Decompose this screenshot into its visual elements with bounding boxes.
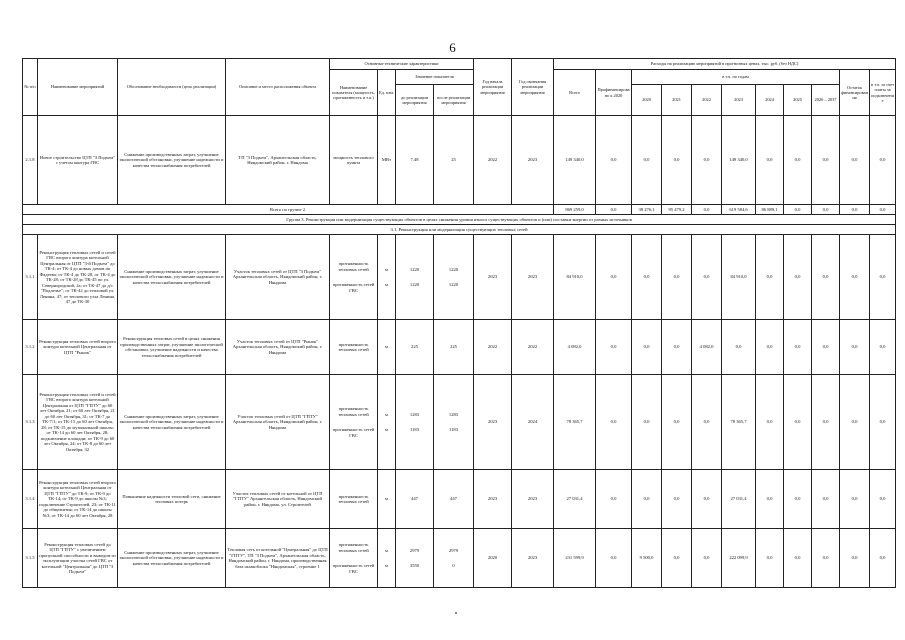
header-end-year: Год окончания реализации мероприятия (512, 59, 554, 116)
row-name: Реконструкция тепловых сетей до ЦТП "ГПТУ" с увеличением пропускной способности и выводом из эксплуатации участка сетей ГВС от котельной "Центральная" до ЦТП "3 Подъем" (38, 529, 118, 588)
total-row (23, 205, 896, 215)
total-y2024: 86 889,1 (756, 205, 784, 215)
header-values: Значение показателя (396, 70, 474, 85)
table-row (23, 470, 896, 529)
row-after: 25 (434, 116, 474, 205)
total-label: Всего по группе 2. (23, 205, 554, 215)
row-name: Новое строительство ЦТП "3 Подъем" с учетом контура ГВС (38, 116, 118, 205)
row-y2021: 0,0 (662, 116, 692, 205)
header-year-2021: 2021 (662, 85, 692, 116)
row-y2023: 0,0 (722, 320, 756, 375)
row-num: 2.1.8 (23, 116, 38, 205)
after-line: 1183 (448, 427, 459, 432)
group-heading-row (23, 215, 896, 225)
row-before: 7,48 (396, 116, 434, 205)
row-location: Участок тепловых сетей от ЦТП "3 Подъем" Архангельская область, Няндомский район, г. Няндома (226, 235, 330, 320)
row-y2025: 0,0 (784, 116, 812, 205)
header-incl: в т.ч. за счет платы за подключение (870, 70, 896, 116)
row-indicator (330, 375, 378, 470)
row-start: 2023 (474, 235, 512, 320)
row-y2025: 0,0 (784, 320, 812, 375)
row-after (434, 529, 474, 588)
row-y2022: 0,0 (692, 375, 722, 470)
row-y2020: 0,0 (632, 320, 662, 375)
row-y2025: 0,0 (784, 470, 812, 529)
row-num: 3.1.4 (23, 470, 38, 529)
header-start-year: Год начала реализации мероприятия (474, 59, 512, 116)
total-y2022: 0,0 (692, 205, 722, 215)
before-line: 1283 (409, 411, 420, 417)
row-start: 2022 (474, 320, 512, 375)
row-after (434, 235, 474, 320)
row-unit: м (378, 320, 396, 375)
total-y2025: 0,0 (784, 205, 812, 215)
row-justification: Снижение производственных затрат, улучшение экологической обстановки, улучшение надежности и качества теплоснабжения потребителей (118, 235, 226, 320)
row-remaining: 0,0 (840, 235, 870, 320)
subgroup31-heading: 3.1. Реконструкция или модернизация существующих тепловых сетей (23, 225, 896, 235)
after-line: 0 (452, 563, 455, 568)
row-num: 3.1.5 (23, 529, 38, 588)
indicator-line: протяженность тепловых сетей (338, 406, 369, 417)
header-indicator: Наименование показателя (мощность, протяженность и т.п.) (330, 70, 378, 116)
total-y2023: 619 584,6 (722, 205, 756, 215)
indicator-line: протяженность сетей ГВС (332, 427, 375, 438)
row-location: Участок тепловых сетей от ЦТП "Рынок" Архангельская область, Няндомский район, г. Няндома (226, 320, 330, 375)
row-y2020: 0,0 (632, 116, 662, 205)
row-incl: 0,0 (870, 235, 896, 320)
group3-heading: Группа 3. Реконструкция или модернизация существующих объектов в целях снижения уровня износа существующих объектов и (или) поставки энергии от разных источников (23, 215, 896, 225)
unit-line: м (385, 563, 388, 568)
row-y2026: 0,0 (812, 470, 840, 529)
row-y2020: 9 500,0 (632, 529, 662, 588)
before-line: 2979 (409, 547, 420, 553)
row-name: Реконструкция тепловых сетей второго контура котельной Центральная от ЦТП "Рынок" (38, 320, 118, 375)
row-start: 2020 (474, 529, 512, 588)
header-total: Всего (554, 70, 596, 116)
row-justification: Повышение надежности тепловой сети, снижение тепловых потерь (118, 470, 226, 529)
row-y2024: 0,0 (756, 320, 784, 375)
header-remaining: Остаток финансирования (840, 70, 870, 116)
row-unit (378, 529, 396, 588)
table-row (23, 320, 896, 375)
row-after: 447 (434, 470, 474, 529)
row-unit: м (378, 470, 396, 529)
indicator-line: протяженность тепловых сетей (338, 542, 369, 553)
row-financed: 0,0 (596, 320, 632, 375)
row-total: 78 365,7 (554, 375, 596, 470)
after-line: 1220 (448, 266, 459, 272)
row-y2023: 222 099,9 (722, 529, 756, 588)
header-location: Описание и место расположения объекта (226, 59, 330, 116)
indicator-line: протяженность сетей ГВС (332, 563, 375, 574)
row-indicator (330, 235, 378, 320)
row-unit (378, 235, 396, 320)
table-row (23, 375, 896, 470)
row-location: ТП "3 Подъем", Архангельская область, Няндомский район, г. Няндома (226, 116, 330, 205)
row-y2023: 84 910,0 (722, 235, 756, 320)
unit-line: м (385, 266, 388, 272)
total-financed: 0,0 (596, 205, 632, 215)
row-y2024: 0,0 (756, 235, 784, 320)
total-y2021: 95 479,2 (662, 205, 692, 215)
header-by-year: в т.ч. по годам (632, 70, 840, 85)
table-row (23, 529, 896, 588)
row-before: 225 (396, 320, 434, 375)
row-y2025: 0,0 (784, 529, 812, 588)
row-financed: 0,0 (596, 529, 632, 588)
header-justification: Обоснование необходимости (цель реализации) (118, 59, 226, 116)
header-year-2022: 2022 (692, 85, 722, 116)
row-y2026: 0,0 (812, 116, 840, 205)
row-indicator: протяженность тепловых сетей (330, 470, 378, 529)
row-justification: Снижение производственных затрат, улучшение экологической обстановки, улучшение надежности и качества теплоснабжения потребителей (118, 116, 226, 205)
row-financed: 0,0 (596, 375, 632, 470)
row-name: Реконструкция тепловых сетей и сетей ГВС второго контура котельной Центральная от ЦТП "3-й Подъем" до ТК-4; от ТК-4 до новых домов по Фадеева; от ТК-4 до ТК-28, от ТК-4 до ТК-28; от ТК-28 до ТК-45 по ул. Севернородской, 2а; от ТК-47 до д/с "Подлечье"; от ТК-42 до тепловой ул. Ленина, 47; от теплового узла Ленина, 47 до ТК-30 (38, 235, 118, 320)
row-before: 447 (396, 470, 434, 529)
row-justification: Снижение производственных затрат, улучшение экологической обстановки, улучшение надежности и качества теплоснабжения потребителей (118, 529, 226, 588)
row-y2024: 0,0 (756, 116, 784, 205)
total-y2020: 38 276,1 (632, 205, 662, 215)
row-y2026: 0,0 (812, 320, 840, 375)
row-incl: 0,0 (870, 375, 896, 470)
before-line: 3550 (409, 563, 420, 568)
after-line: 2979 (448, 547, 459, 553)
header-tech: Основные технические характеристики (330, 59, 474, 70)
row-total: 84 910,0 (554, 235, 596, 320)
row-y2026: 0,0 (812, 235, 840, 320)
row-start: 2022 (474, 116, 512, 205)
row-before (396, 235, 434, 320)
table-row (23, 235, 896, 320)
row-y2022: 0,0 (692, 529, 722, 588)
before-line: 1183 (409, 427, 420, 432)
unit-line: м (385, 547, 388, 553)
row-end: 2023 (512, 235, 554, 320)
table-row (23, 116, 896, 205)
row-num: 3.1.2 (23, 320, 38, 375)
row-remaining: 0,0 (840, 529, 870, 588)
row-indicator (330, 529, 378, 588)
indicator-line: протяженность сетей ГВС (332, 282, 375, 293)
page-number: 6 (449, 40, 456, 55)
row-indicator: мощность теплового пункта (330, 116, 378, 205)
header-year-2020: 2020 (632, 85, 662, 116)
row-indicator: протяженность тепловых сетей (330, 320, 378, 375)
subgroup-heading-row (23, 225, 896, 235)
row-y2023: 149 340,0 (722, 116, 756, 205)
row-y2025: 0,0 (784, 375, 812, 470)
row-unit: МВт (378, 116, 396, 205)
row-justification: Реконструкция тепловых сетей в целях снижения производственных затрат, улучшение экологической обстановки, улучшение надежности и качества теплоснабжения потребителей (118, 320, 226, 375)
scan-speck (455, 612, 457, 614)
row-num: 3.1.1 (23, 235, 38, 320)
row-num: 3.1.3 (23, 375, 38, 470)
unit-line: м (385, 427, 388, 432)
row-y2023: 27 031,4 (722, 470, 756, 529)
unit-line: м (385, 282, 388, 287)
header-year-2023: 2023 (722, 85, 756, 116)
row-y2020: 0,0 (632, 235, 662, 320)
total-remaining: 0,0 (840, 205, 870, 215)
header-year-2025: 2025 (784, 85, 812, 116)
header-unit: Ед. изм. (378, 70, 396, 116)
row-incl: 0,0 (870, 320, 896, 375)
header-num: № п/п (23, 59, 38, 116)
header-before: до реализации мероприятия (396, 85, 434, 116)
row-remaining: 0,0 (840, 375, 870, 470)
row-y2022: 0,0 (692, 116, 722, 205)
header-year-2026-2037: 2026 – 2037 (812, 85, 840, 116)
row-before (396, 375, 434, 470)
row-total: 231 599,9 (554, 529, 596, 588)
row-y2024: 0,0 (756, 375, 784, 470)
row-y2025: 0,0 (784, 235, 812, 320)
row-y2026: 0,0 (812, 529, 840, 588)
row-incl: 0,0 (870, 529, 896, 588)
row-end: 2023 (512, 529, 554, 588)
row-after: 225 (434, 320, 474, 375)
row-y2020: 0,0 (632, 375, 662, 470)
header-costs: Расходы на реализацию мероприятий в прогнозных ценах, тыс. руб. (без НДС) (554, 59, 896, 70)
row-justification: Снижение производственных затрат, улучшение экологической обстановки, улучшение надежности и качества теплоснабжения потребителей (118, 375, 226, 470)
row-financed: 0,0 (596, 116, 632, 205)
header-financed: Профинансировано к 2020 (596, 70, 632, 116)
row-y2020: 0,0 (632, 470, 662, 529)
row-y2021: 0,0 (662, 375, 692, 470)
row-start: 2023 (474, 375, 512, 470)
total-incl: 0,0 (870, 205, 896, 215)
row-location: Участок тепловых сетей от котельной от ЦТП "ГПТУ" Архангельская область, Няндомский район, г. Няндома, ул. Строителей (226, 470, 330, 529)
row-total: 4 082,0 (554, 320, 596, 375)
row-end: 2022 (512, 320, 554, 375)
row-y2026: 0,0 (812, 375, 840, 470)
row-name: Реконструкция тепловых сетей и сетей ГВС второго контура котельной Центральная от ЦТП "ГПТУ" до 60 лет Октября, 21; от 60 лет Октября, 21 до 60 лет Октября, 31; от ТК-7 до ТК-7/1; от ТК-15 до 60 лет Октября, 28; от ТК-15 до музыкальной школы; от ТК-14 до 60 лет Октября, 28; подключение площади; от ТК-9 до 60 лет Октября, 24; от ТК-8 до 60 лет Октября, 32 (38, 375, 118, 470)
row-y2021: 0,0 (662, 235, 692, 320)
row-y2021: 0,0 (662, 529, 692, 588)
row-end: 2024 (512, 375, 554, 470)
total-y2026: 0,0 (812, 205, 840, 215)
row-name: Реконструкция тепловых сетей второго контура котельной Центральная от ЦТП "ГПТУ" до ТК-9; от ТК-9 до ТК-14; от ТК-9 до школы №3; подключение Строителей, 23; от ТК-11 до общежития; от ТК-14 до школы №3; от ТК-14 до 60 лет Октября, 28 (38, 470, 118, 529)
after-line: 1220 (448, 282, 459, 287)
row-financed: 0,0 (596, 235, 632, 320)
row-y2021: 0,0 (662, 470, 692, 529)
row-total: 27 031,4 (554, 470, 596, 529)
row-financed: 0,0 (596, 470, 632, 529)
row-unit (378, 375, 396, 470)
indicator-line: протяженность тепловых сетей (338, 261, 369, 272)
row-remaining: 0,0 (840, 320, 870, 375)
row-y2021: 0,0 (662, 320, 692, 375)
row-y2023: 78 365,7 (722, 375, 756, 470)
row-start: 2023 (474, 470, 512, 529)
header-year-2024: 2024 (756, 85, 784, 116)
after-line: 1283 (448, 411, 459, 417)
row-y2024: 0,0 (756, 529, 784, 588)
before-line: 1220 (409, 282, 420, 287)
row-end: 2023 (512, 116, 554, 205)
row-y2022: 4 082,0 (692, 320, 722, 375)
before-line: 1220 (409, 266, 420, 272)
row-after (434, 375, 474, 470)
row-location: Участок тепловых сетей от ЦТП "ГПТУ" Архангельская область, Няндомский район, г. Няндома (226, 375, 330, 470)
row-location: Тепловая сеть от котельной "Центральная" до ЦТП "ГПТУ", ТП "3 Подъем", Архангельская область, Няндомский район, г. Няндома, производственная база шлакоблока "Няндомская", строение 1 (226, 529, 330, 588)
row-remaining: 0,0 (840, 116, 870, 205)
total-sum: 869 259,0 (554, 205, 596, 215)
investment-table (22, 58, 896, 588)
row-y2022: 0,0 (692, 235, 722, 320)
row-remaining: 0,0 (840, 470, 870, 529)
unit-line: м (385, 411, 388, 417)
row-end: 2023 (512, 470, 554, 529)
row-y2024: 0,0 (756, 470, 784, 529)
header-after: после реализации мероприятия (434, 85, 474, 116)
row-before (396, 529, 434, 588)
row-incl: 0,0 (870, 116, 896, 205)
row-total: 149 340,0 (554, 116, 596, 205)
row-incl: 0,0 (870, 470, 896, 529)
header-name: Наименование мероприятий (38, 59, 118, 116)
row-y2022: 0,0 (692, 470, 722, 529)
